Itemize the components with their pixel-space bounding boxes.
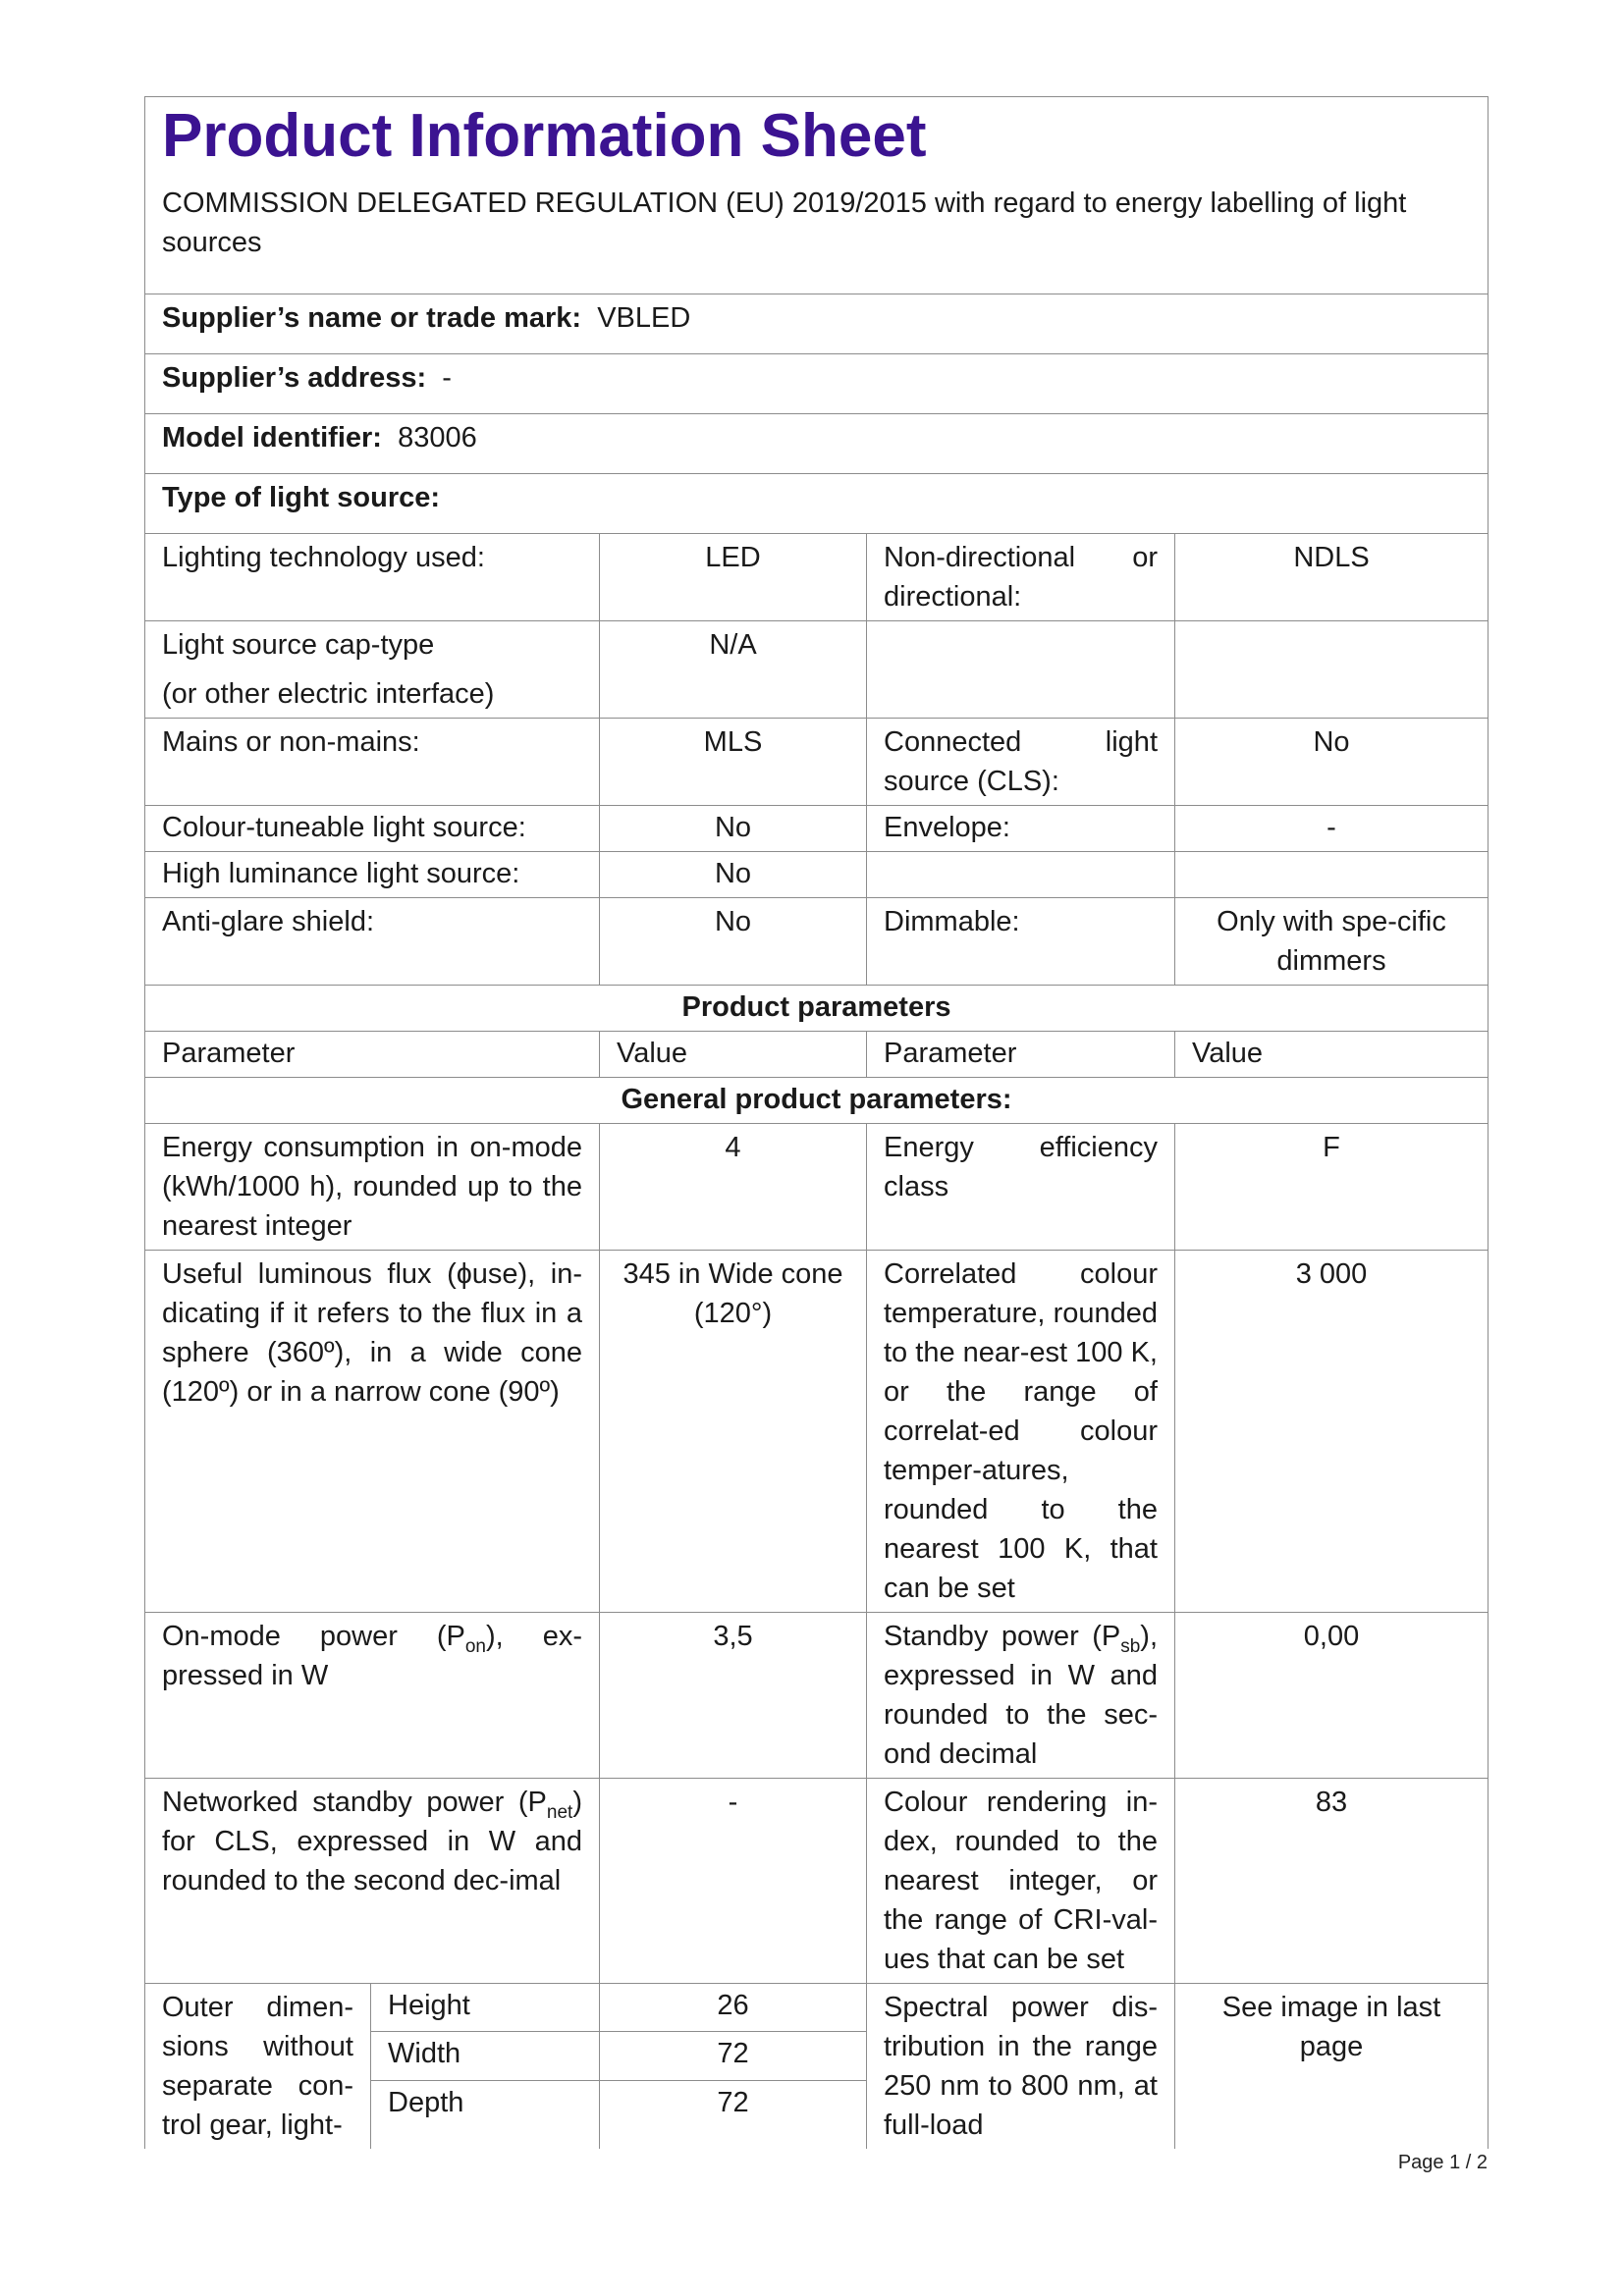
supplier-name-row: [145, 294, 1489, 354]
dimension-width-value: 72: [600, 2032, 867, 2080]
param-label-secondary: (or other electric interface): [162, 678, 495, 710]
param-label: Light source cap-type: [162, 629, 435, 661]
param-label: Dimmable:: [867, 898, 1175, 986]
param-value: LED: [600, 534, 867, 621]
param-label: Envelope:: [867, 806, 1175, 852]
param-label: Useful luminous flux (ɸuse), in-dicating if it refers to the flux in a sphere (360º), in a wide cone (120º) or in a narrow cone (90º): [145, 1251, 600, 1613]
param-value: -: [600, 1779, 867, 1984]
param-value: See image in last page: [1175, 1984, 1489, 2150]
model-identifier-label: Model identifier:: [162, 422, 382, 454]
networked-row: [145, 1779, 1489, 1984]
supplier-name-label: Supplier’s name or trade mark:: [162, 302, 582, 334]
supplier-address-row: [145, 354, 1489, 414]
param-label: [867, 621, 1175, 719]
param-value: [1175, 621, 1489, 719]
section-heading-row: [145, 986, 1489, 1032]
param-label: Colour rendering in-dex, rounded to the nearest integer, or the range of CRI-val-ues that can be set: [867, 1779, 1175, 1984]
dimension-height-label: Height: [371, 1984, 600, 2032]
page-title: Product Information Sheet: [162, 102, 927, 170]
type-row: [145, 621, 1489, 719]
param-value: [1175, 852, 1489, 898]
param-label: Lighting technology used:: [145, 534, 600, 621]
supplier-address-label: Supplier’s address:: [162, 362, 427, 394]
supplier-name-value: VBLED: [597, 302, 691, 334]
param-label: Connected light source (CLS):: [867, 719, 1175, 806]
dimension-depth-label: Depth: [371, 2080, 600, 2149]
param-label: Outer dimen-sions without separate con-trol gear, light-: [145, 1984, 371, 2150]
type-row: [145, 534, 1489, 621]
light-source-type-row: [145, 474, 1489, 534]
flux-row: [145, 1251, 1489, 1613]
dimensions-row: [145, 1984, 1489, 2032]
dimension-depth-value: 72: [600, 2080, 867, 2149]
param-label: Energy efficiency class: [867, 1124, 1175, 1251]
param-label: On-mode power $(P_{on})$, ex-pressed in W: [145, 1613, 600, 1779]
onmode-row: [145, 1613, 1489, 1779]
column-header-value: Value: [1175, 1032, 1489, 1078]
param-label: Anti-glare shield:: [145, 898, 600, 986]
regulation-subtitle: COMMISSION DELEGATED REGULATION (EU) 2019/2015 with regard to energy labelling of light sources: [162, 187, 1407, 258]
column-header-row: [145, 1032, 1489, 1078]
general-parameters-heading: General product parameters:: [145, 1078, 1489, 1124]
param-label: Mains or non-mains:: [145, 719, 600, 806]
param-label: Energy consumption in on-mode (kWh/1000 h), rounded up to the nearest integer: [145, 1124, 600, 1251]
page-number: Page 1 / 2: [1397, 2152, 1488, 2173]
param-value: 345 in Wide cone (120°): [600, 1251, 867, 1613]
param-label: Spectral power dis-tribution in the range 250 nm to 800 nm, at full-load: [867, 1984, 1175, 2150]
type-row: [145, 898, 1489, 986]
param-value: N/A: [600, 621, 867, 719]
model-identifier-row: [145, 414, 1489, 474]
column-header-parameter: Parameter: [145, 1032, 600, 1078]
param-value: 3,5: [600, 1613, 867, 1779]
param-label: Networked standby power $(P_{net})$ for CLS, expressed in W and rounded to the second dec-imal: [145, 1779, 600, 1984]
param-value: -: [1175, 806, 1489, 852]
param-label: High luminance light source:: [145, 852, 600, 898]
dimension-height-value: 26: [600, 1984, 867, 2032]
column-header-value: Value: [600, 1032, 867, 1078]
param-value: Only with spe-cific dimmers: [1175, 898, 1489, 986]
param-value: MLS: [600, 719, 867, 806]
param-label: Non-directional or directional:: [867, 534, 1175, 621]
type-row: [145, 806, 1489, 852]
param-label: Colour-tuneable light source:: [145, 806, 600, 852]
type-row: [145, 852, 1489, 898]
light-source-type-label: Type of light source:: [162, 482, 441, 513]
param-value: 4: [600, 1124, 867, 1251]
info-table: [144, 96, 1489, 2149]
param-label: [867, 852, 1175, 898]
param-value: No: [600, 898, 867, 986]
product-parameters-heading: Product parameters: [145, 986, 1489, 1032]
param-value: 0,00: [1175, 1613, 1489, 1779]
param-value: No: [600, 806, 867, 852]
param-value: 83: [1175, 1779, 1489, 1984]
model-identifier-value: 83006: [398, 422, 477, 454]
supplier-address-value: -: [442, 362, 452, 394]
dimension-width-label: Width: [371, 2032, 600, 2080]
type-row: [145, 719, 1489, 806]
product-information-sheet: [144, 96, 1488, 2149]
param-label: Standby power $(P_{sb})$, expressed in W and rounded to the sec-ond decimal: [867, 1613, 1175, 1779]
param-value: 3 000: [1175, 1251, 1489, 1613]
param-value: No: [1175, 719, 1489, 806]
param-value: F: [1175, 1124, 1489, 1251]
energy-row: [145, 1124, 1489, 1251]
column-header-parameter: Parameter: [867, 1032, 1175, 1078]
section-heading-row: [145, 1078, 1489, 1124]
param-label: Correlated colour temperature, rounded to the near-est 100 K, or the range of correlat-ed colour temper-atures, rounded to the nearest 100 K, that can be set: [867, 1251, 1175, 1613]
header-row: [145, 97, 1489, 294]
param-value: No: [600, 852, 867, 898]
param-value: NDLS: [1175, 534, 1489, 621]
